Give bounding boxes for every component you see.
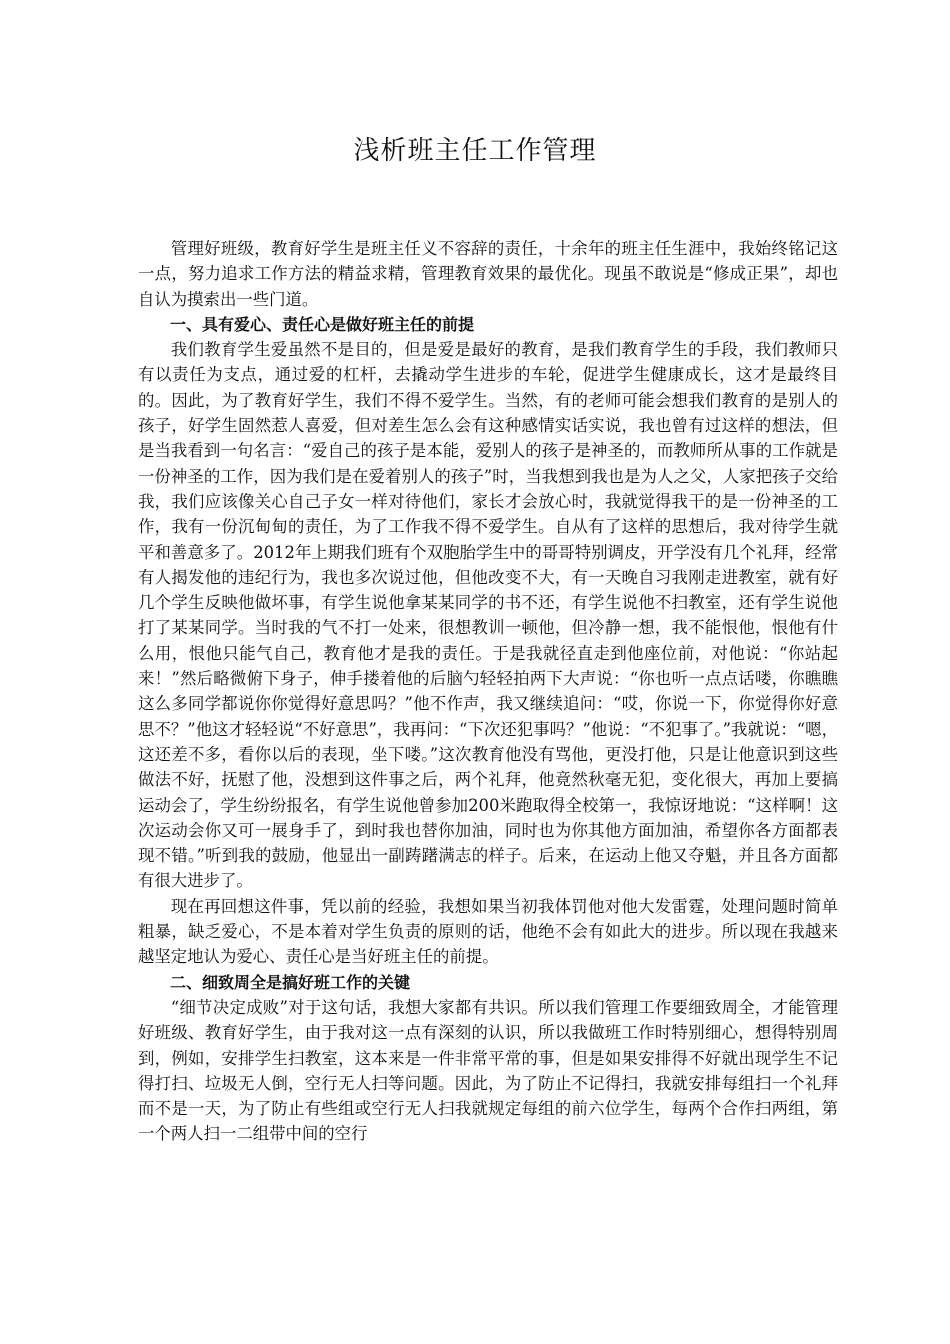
intro-paragraph: 管理好班级，教育好学生是班主任义不容辞的责任，十余年的班主任生涯中，我始终铭记这一点，努力追求工作方法的精益求精，管理教育效果的最优化。现虽不敢说是“修成正果”，却也自认为摸索出一些门道。 [138,239,838,309]
document-title: 浅析班主任工作管理 [353,136,597,166]
section-1-heading: 一、具有爱心、责任心是做好班主任的前提 [170,314,475,334]
section-2-heading: 二、细致周全是搞好班工作的关键 [170,972,411,992]
section-1-paragraph-2: 现在再回想这件事，凭以前的经验，我想如果当初我体罚他对他大发雷霆，处理问题时简单粗暴，缺乏爱心，不是本着对学生负责的原则的话，他绝不会有如此大的进步。所以现在我越来越坚定地认为爱心、责任心是当好班主任的前提。 [138,896,838,967]
document-body [138,236,838,1147]
section-2-paragraph-1: “细节决定成败”对于这句话，我想大家都有共识。所以我们管理工作要细致周全，才能管理好班级、教育好学生，由于我对这一点有深刻的认识，所以我做班工作时特别细心，想得特别周到，例如，安排学生扫教室，这本来是一件非常平常的事，但是如果安排得不好就出现学生不记得打扫、垃圾无人倒，空行无人扫等问题。因此，为了防止不记得扫，我就安排每组扫一个礼拜而不是一天，为了防止有些组或空行无人扫我就规定每组的前六位学生，每两个合作扫两组，第一个两人扫一二组带中间的空行 [138,997,838,1144]
section-1-paragraph-1: 我们教育学生爱虽然不是目的，但是爱是最好的教育，是我们教育学生的手段，我们教师只有以责任为支点，通过爱的杠杆，去撬动学生进步的车轮，促进学生健康成长，这才是最终目的。因此，为了教育好学生，我们不得不爱学生。当然，有的老师可能会想我们教育的是别人的孩子，好学生固然惹人喜爱，但对差生怎么会有这种感情实话实说，我也曾有过这样的想法，但是当我看到一句名言：“爱自己的孩子是本能，爱别人的孩子是神圣的，而教师所从事的工作就是一份神圣的工作，因为我们是在爱着别人的孩子”时，当我想到我也是为人之父，人家把孩子交给我，我们应该像关心自己子女一样对待他们，家长才会放心时，我就觉得我干的是一份神圣的工作，我有一份沉甸甸的责任，为了工作我不得不爱学生。自从有了这样的思想后，我对待学生就平和善意多了。2012年上期我们班有个双胞胎学生中的哥哥特别调皮，开学没有几个礼拜，经常有人揭发他的违纪行为，我也多次说过他，但他改变不大，有一天晚自习我刚走进教室，就有好几个学生反映他做坏事，有学生说他拿某某同学的书不还，有学生说他不扫教室，还有学生说他打了某某同学。当时我的气不打一处来，很想教训一顿他，但冷静一想，我不能恨他，恨他有什么用，恨他只能气自己，教育他才是我的责任。于是我就径直走到他座位前，对他说：“你站起来！”然后略微俯下身子，伸手搂着他的后脑勺轻轻拍两下大声说：“你也听一点点话喽，你瞧瞧这么多同学都说你你觉得好意思吗？”他不作声，我又继续追问：“哎，你说一下，你觉得你好意思不？”他这才轻轻说“不好意思”，我再问：“下次还犯事吗？”他说：“不犯事了。”我就说：“嗯，这还差不多，看你以后的表现，坐下喽。”这次教育他没有骂他，更没打他，只是让他意识到这些做法不好，抚慰了他，没想到这件事之后，两个礼拜，他竟然秋毫无犯，变化很大，再加上要搞运动会了，学生纷纷报名，有学生说他曾参加200米跑取得全校第一，我惊讶地说：“这样啊！这次运动会你又可一展身手了，到时我也替你加油，同时也为你其他方面加油，希望你各方面都表现不错。”听到我的鼓励，他显出一副踌躇满志的样子。后来，在运动上他又夺魁，并且各方面都有很大进步了。 [138,340,838,891]
